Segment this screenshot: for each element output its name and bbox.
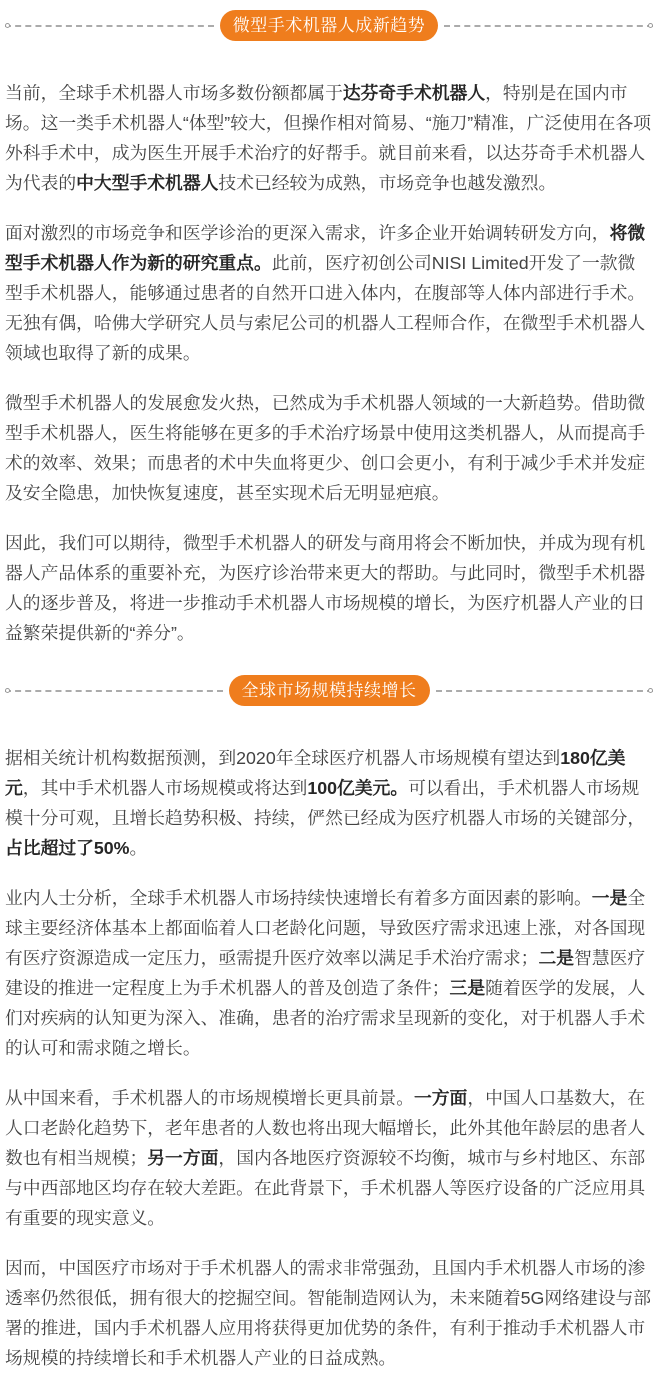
body-text: 此前，医疗初创公司NISI Limited开发了一款微型手术机器人，能够通过患者的自然开口进入体内，在腹部等人体内部进行手术。无独有偶，哈佛大学研究人员与索尼公司的机器人工程师合作，在微型手术机器人领域也取得了新的成果。 [5,253,646,363]
dashed-rule-left [5,25,214,27]
rule-end-dot-left [5,23,10,28]
body-text: 。 [129,838,148,858]
emphasis-text: 达芬奇手术机器人 [342,83,486,103]
emphasis-text: 另一方面 [147,1148,219,1168]
body-text: ，中国人口基数大，在人口老龄化趋势下，老年患者的人数也将出现大幅增长，此外其他年龄层的患者人数也有相当规模； [5,1088,646,1168]
body-text: 全球主要经济体基本上都面临着人口老龄化问题，导致医疗需求迅速上涨，对各国现有医疗资源造成一定压力，亟需提升医疗效率以满足手术治疗需求； [5,888,646,968]
section-header [5,10,653,41]
body-text: 业内人士分析，全球手术机器人市场持续快速增长有着多方面因素的影响。 [5,888,592,908]
paragraph [5,78,653,198]
body-text: 面对激烈的市场竞争和医学诊治的更深入需求，许多企业开始调转研发方向， [5,223,610,243]
emphasis-text: 二是 [538,948,575,968]
body-text: 智慧医疗建设的推进一定程度上为手术机器人的普及创造了条件； [5,948,646,998]
body-text: 可以看出，手术机器人市场规模十分可观，且增长趋势积极、持续，俨然已经成为医疗机器人市场的关键部分， [5,778,646,828]
emphasis-text: 一方面 [413,1088,468,1108]
emphasis-text: 将微型手术机器人作为新的研究重点。 [5,223,646,273]
rule-end-dot-right [648,23,653,28]
body-text: 从中国来看，手术机器人的市场规模增长更具前景。 [5,1088,414,1108]
section-body [5,78,653,648]
body-text: 技术已经较为成熟，市场竞争也越发激烈。 [218,173,557,193]
section-body [5,743,653,1373]
body-text: ，其中手术机器人市场规模或将达到 [22,778,308,798]
section-title-badge: 微型手术机器人成新趋势 [220,10,439,41]
body-text: 随着医学的发展，人们对疾病的认知更为深入、准确，患者的治疗需求呈现新的变化，对于机器人手术的认可和需求随之增长。 [5,978,646,1058]
section-micro-surgical-robot-trend [5,10,653,648]
body-text: ，特别是在国内市场。这一类手术机器人“体型”较大，但操作相对简易、“施刀”精准，广泛使用在各项外科手术中，成为医生开展手术治疗的好帮手。就目前来看，以达芬奇手术机器人为代表的 [5,83,652,193]
paragraph [5,1083,653,1233]
paragraph [5,743,653,863]
section-global-market-growth [5,675,653,1373]
dashed-rule-left [5,690,223,692]
emphasis-text: 中大型手术机器人 [76,173,219,193]
emphasis-text: 180亿美元 [5,748,626,798]
dashed-rule-right [436,690,654,692]
emphasis-text: 一是 [591,888,628,908]
rule-end-dot-right [648,688,653,693]
paragraph [5,388,653,508]
paragraph [5,528,653,648]
body-text: 据相关统计机构数据预测，到2020年全球医疗机器人市场规模有望达到 [5,748,561,768]
body-text: 当前，全球手术机器人市场多数份额都属于 [5,83,343,103]
emphasis-text: 三是 [449,978,486,998]
section-title-badge: 全球市场规模持续增长 [229,675,430,706]
paragraph [5,1253,653,1373]
body-text: 因而，中国医疗市场对于手术机器人的需求非常强劲，且国内手术机器人市场的渗透率仍然很低，拥有很大的挖掘空间。智能制造网认为，未来随着5G网络建设与部署的推进，国内手术机器人应用将获得更加优势的条件，有利于推动手术机器人市场规模的持续增长和手术机器人产业的日益成熟。 [5,1258,652,1368]
paragraph [5,218,653,368]
dashed-rule-right [444,25,653,27]
emphasis-text: 占比超过了50% [5,838,130,858]
emphasis-text: 100亿美元。 [307,778,409,798]
paragraph [5,883,653,1063]
body-text: 因此，我们可以期待，微型手术机器人的研发与商用将会不断加快，并成为现有机器人产品体系的重要补充，为医疗诊治带来更大的帮助。与此同时，微型手术机器人的逐步普及，将进一步推动手术机器人市场规模的增长，为医疗机器人产业的日益繁荣提供新的“养分”。 [5,533,646,643]
body-text: ，国内各地医疗资源较不均衡，城市与乡村地区、东部与中西部地区均存在较大差距。在此背景下，手术机器人等医疗设备的广泛应用具有重要的现实意义。 [5,1148,646,1228]
body-text: 微型手术机器人的发展愈发火热，已然成为手术机器人领域的一大新趋势。借助微型手术机器人，医生将能够在更多的手术治疗场景中使用这类机器人，从而提高手术的效率、效果；而患者的术中失血将更少、创口会更小，有利于减少手术并发症及安全隐患，加快恢复速度，甚至实现术后无明显疤痕。 [5,393,646,503]
rule-end-dot-left [5,688,10,693]
section-header [5,675,653,706]
